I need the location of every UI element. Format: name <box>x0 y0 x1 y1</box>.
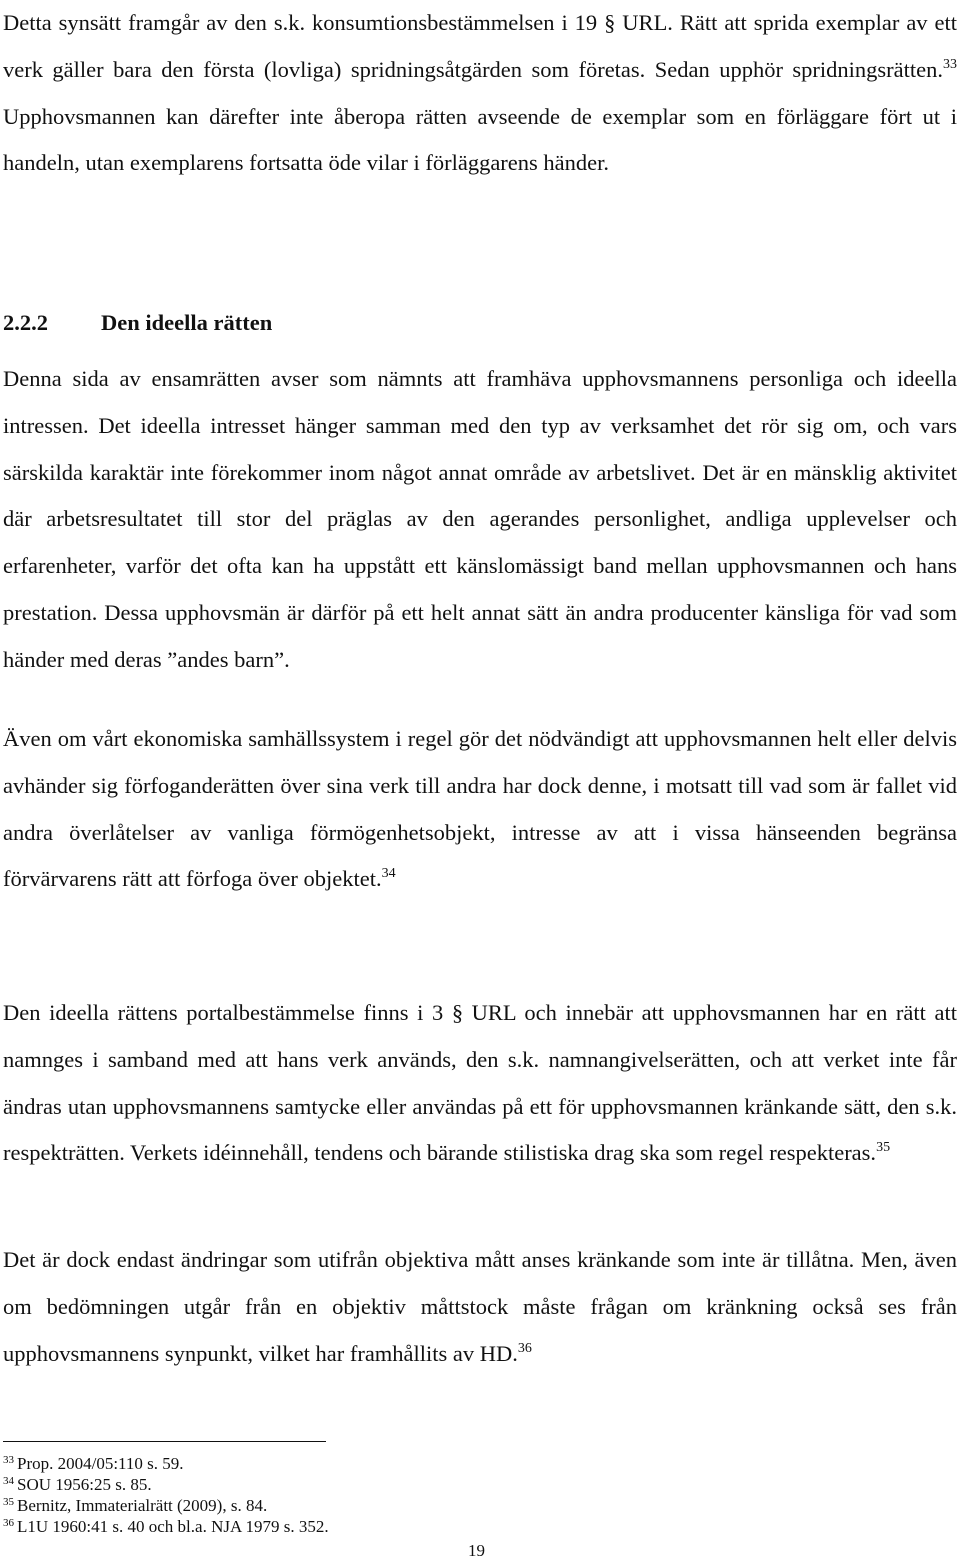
paragraph-text: Den ideella rättens portalbestämmelse finns i 3 § URL och innebär att upphovsmannen har en rätt att namnges i samband med att hans verk används, den s.k. namnangivelserätten, och att verket inte får ändras utan upphovsmannens samtycke eller användas på ett för upphovsmannen kränkande sätt, den s.k. respekträtten. Verkets idéinnehåll, tendens och bärande stilistiska drag ska som regel respekteras. <box>3 1000 957 1166</box>
paragraph-ideal-interest <box>3 356 957 684</box>
footnote-text: L1U 1960:41 s. 40 och bl.a. NJA 1979 s. 352. <box>17 1517 329 1536</box>
section-title: Den ideella rätten <box>101 310 273 335</box>
footnote <box>3 1495 903 1516</box>
footnote-divider <box>3 1441 326 1442</box>
section-number: 2.2.2 <box>3 310 48 335</box>
paragraph-text: Även om vårt ekonomiska samhällssystem i regel gör det nödvändigt att upphovsmannen helt eller delvis avhänder sig förfoganderätten över sina verk till andra har dock denne, i motsatt till vad som är fallet vid andra överlåtelser av vanliga förmögenhetsobjekt, intresse av att i vissa hänseenden begränsa förvärvarens rätt att förfoga över objektet. <box>3 726 957 892</box>
paragraph-economic-system <box>3 716 957 903</box>
footnote-reference: 35 <box>876 1140 891 1156</box>
footnote-reference: 33 <box>943 56 957 72</box>
paragraph-objective-measure <box>3 1237 957 1377</box>
paragraph-consumption-rule <box>3 0 957 187</box>
footnotes <box>3 1453 903 1537</box>
paragraph-text: Detta synsätt framgår av den s.k. konsumtionsbestämmelsen i 19 § URL. Rätt att sprida exemplar av ett verk gäller bara den första (lovliga) spridningsåtgärden som företas. Sedan upphör spridningsrätten. <box>3 10 957 82</box>
paragraph-text: Denna sida av ensamrätten avser som nämnts att framhäva upphovsmannens personliga och ideella intressen. Det ideella intresset hänger samman med den typ av verksamhet det rör sig om, och vars särskilda karaktär inte förekommer inom något annat område av arbetslivet. Det är en mänsklig aktivitet där arbetsresultatet till stor del präglas av den agerandes personlighet, andliga upplevelser och erfarenheter, varför det ofta kan ha uppstått ett känslomässigt band mellan upphovsmannen och hans prestation. Dessa upphovsmän är därför på ett helt annat sätt än andra producenter känsliga för vad som händer med deras ”andes barn”. <box>3 366 957 672</box>
footnote <box>3 1516 903 1537</box>
page-number: 19 <box>468 1541 485 1560</box>
paragraph-portal-provision <box>3 990 957 1177</box>
footnote-reference: 34 <box>381 866 396 882</box>
section-heading <box>3 300 272 346</box>
footnote-text: Prop. 2004/05:110 s. 59. <box>17 1454 184 1473</box>
footnote-number: 33 <box>3 1454 14 1466</box>
paragraph-text: Det är dock endast ändringar som utifrån objektiva mått anses kränkande som inte är tillåtna. Men, även om bedömningen utgår från en objektiv måttstock måste frågan om kränkning också ses från upphovsmannens synpunkt, vilket har framhållits av HD. <box>3 1247 957 1366</box>
footnote <box>3 1474 903 1495</box>
footnote-number: 35 <box>3 1496 14 1508</box>
footnote-text: SOU 1956:25 s. 85. <box>17 1475 152 1494</box>
paragraph-text: Upphovsmannen kan därefter inte åberopa rätten avseende de exemplar som en förläggare fört ut i handeln, utan exemplarens fortsatta öde vilar i förläggarens händer. <box>3 103 957 176</box>
footnote-text: Bernitz, Immaterialrätt (2009), s. 84. <box>17 1496 268 1515</box>
footnote <box>3 1453 903 1474</box>
footnote-reference: 36 <box>517 1340 532 1356</box>
footnote-number: 36 <box>3 1517 14 1529</box>
footnote-number: 34 <box>3 1475 14 1487</box>
